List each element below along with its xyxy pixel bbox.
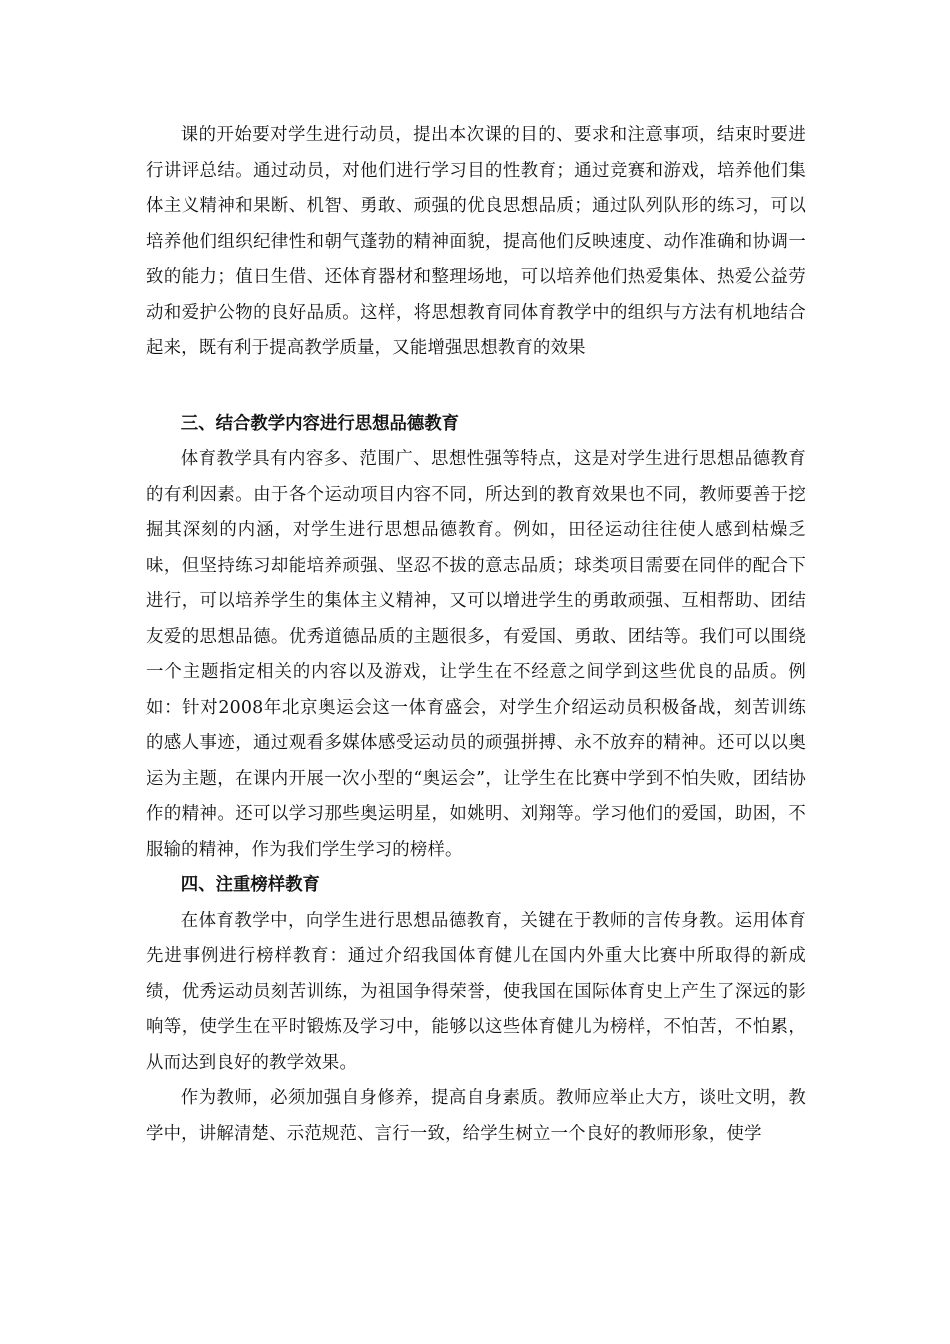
section-heading-4: 四、注重榜样教育 [180,875,320,895]
paragraph-intro: 课的开始要对学生进行动员，提出本次课的目的、要求和注意事项，结束时要进行讲评总结。通过动员，对他们进行学习目的性教育；通过竞赛和游戏，培养他们集体主义精神和果断、机智、勇敢、顽强的优良思想品质；通过队列队形的练习，可以培养他们组织纪律性和朝气蓬勃的精神面貌，提高他们反映速度、动作准确和协调一致的能力；值日生借、还体育器材和整理场地，可以培养他们热爱集体、热爱公益劳动和爱护公物的良好品质。这样，将思想教育同体育教学中的组织与方法有机地结合起来，既有利于提高教学质量，又能增强思想教育的效果 [146,125,806,358]
document-page [146,118,806,1152]
paragraph-section-4a: 在体育教学中，向学生进行思想品德教育，关键在于教师的言传身教。运用体育先进事例进行榜样教育：通过介绍我国体育健儿在国内外重大比赛中所取得的新成绩，优秀运动员刻苦训练，为祖国争得荣誉，使我国在国际体育史上产生了深远的影响等，使学生在平时锻炼及学习中，能够以这些体育健儿为榜样，不怕苦，不怕累，从而达到良好的教学效果。 [146,910,806,1073]
section-heading-3: 三、结合教学内容进行思想品德教育 [180,413,460,434]
paragraph-gap [146,367,806,407]
paragraph-section-4b: 作为教师，必须加强自身修养，提高自身素质。教师应举止大方，谈吐文明，教学中，讲解清楚、示范规范、言行一致，给学生树立一个良好的教师形象，使学 [146,1088,806,1144]
paragraph-section-3: 体育教学具有内容多、范围广、思想性强等特点，这是对学生进行思想品德教育的有利因素。由于各个运动项目内容不同，所达到的教育效果也不同，教师要善于挖掘其深刻的内涵，对学生进行思想品德教育。例如，田径运动往往使人感到枯燥乏味，但坚持练习却能培养顽强、坚忍不拔的意志品质；球类项目需要在同伴的配合下进行，可以培养学生的集体主义精神，又可以增进学生的勇敢顽强、互相帮助、团结友爱的思想品德。优秀道德品质的主题很多，有爱国、勇敢、团结等。我们可以围绕一个主题指定相关的内容以及游戏，让学生在不经意之间学到这些优良的品质。例如：针对2008年北京奥运会这一体育盛会，对学生介绍运动员积极备战，刻苦训练的感人事迹，通过观看多媒体感受运动员的顽强拼搏、永不放弃的精神。还可以以奥运为主题，在课内开展一次小型的“奥运会”，让学生在比赛中学到不怕失败，团结协作的精神。还可以学习那些奥运明星，如姚明、刘翔等。学习他们的爱国，助困，不服输的精神，作为我们学生学习的榜样。 [146,449,806,860]
